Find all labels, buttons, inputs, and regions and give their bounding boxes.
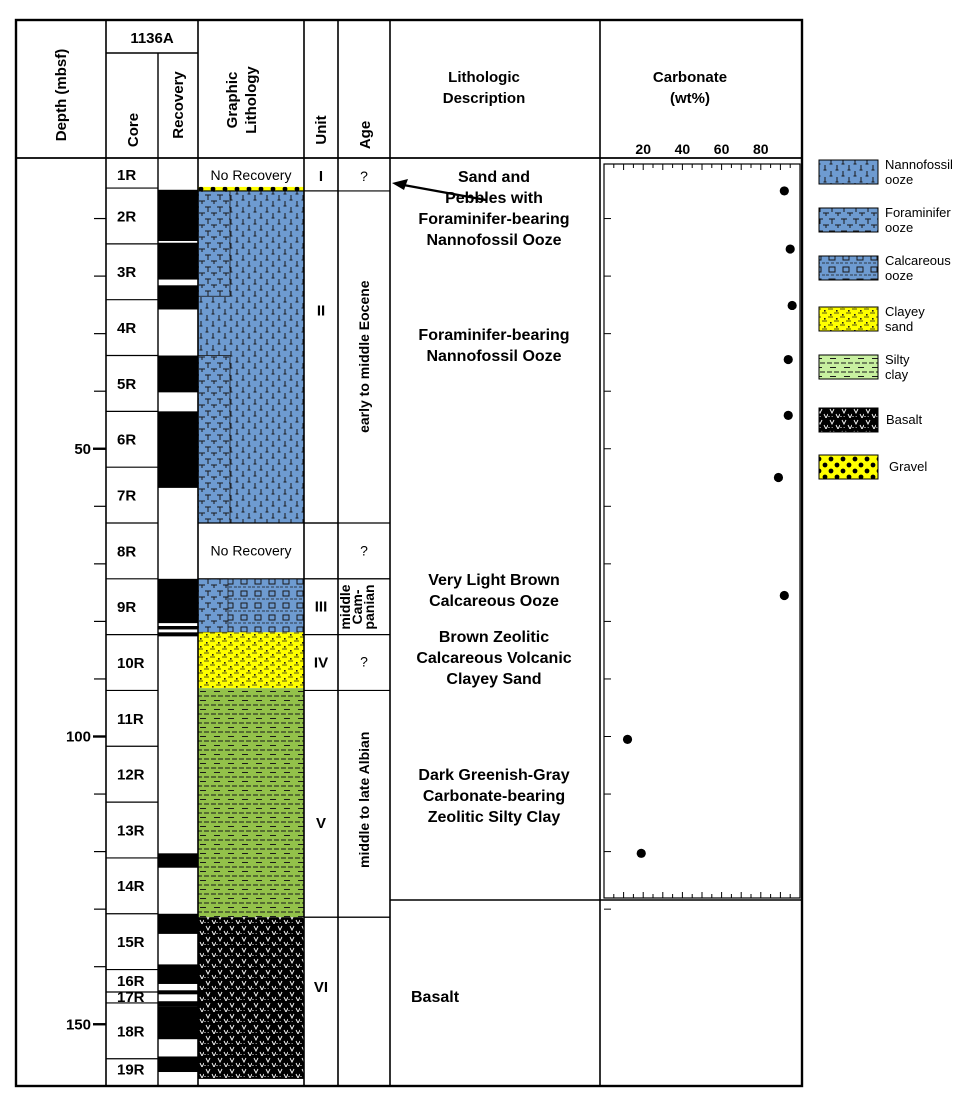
recovery-bar — [158, 285, 198, 309]
header-description: Description — [442, 90, 526, 107]
desc-unit3-line-1: Very Light Brown — [428, 572, 560, 589]
core-label-18R: 18R — [117, 1023, 145, 1041]
depth-label-150: 150 — [65, 1016, 91, 1034]
age-unit3-panian: panian — [361, 584, 377, 630]
desc-unit5-line-2: Carbonate-bearing — [422, 788, 566, 805]
lithology-silty_clay — [198, 688, 304, 917]
core-label-3R: 3R — [117, 264, 137, 282]
legend-label-foraminifer-2: ooze — [885, 220, 914, 235]
header-depth: Depth (mbsf) — [53, 48, 70, 142]
desc-unit5-line-3: Zeolitic Silty Clay — [427, 809, 561, 826]
carbonate-x-tick-label-40: 40 — [674, 141, 691, 157]
unit-label-VI: VI — [313, 978, 329, 996]
carbonate-point — [780, 186, 789, 195]
lithology-foraminifer-band — [198, 356, 230, 523]
core-label-15R: 15R — [117, 934, 145, 952]
recovery-bar — [158, 1056, 198, 1072]
lithology-gravel — [198, 187, 304, 191]
core-label-2R: 2R — [117, 208, 137, 226]
recovery-bar — [158, 356, 198, 393]
unit-label-II: II — [316, 302, 326, 320]
legend-label-gravel: Gravel — [889, 459, 928, 474]
unit-label-III: III — [314, 598, 328, 616]
legend-swatch-clayey_sand — [819, 307, 878, 331]
depth-label-100: 100 — [65, 728, 91, 746]
core-label-7R: 7R — [117, 487, 137, 505]
carbonate-point — [774, 473, 783, 482]
core-label-9R: 9R — [117, 599, 137, 617]
legend-label-nannofossil-2: ooze — [885, 172, 914, 187]
core-label-12R: 12R — [117, 766, 145, 784]
recovery-bar — [158, 626, 198, 629]
legend-swatch-gravel — [819, 455, 878, 479]
unit-label-I: I — [318, 167, 324, 185]
header-graphic: Graphic — [224, 71, 241, 129]
carbonate-point — [784, 355, 793, 364]
carbonate-plot-frame — [604, 164, 800, 898]
desc-unit4-line-1: Brown Zeolitic — [438, 629, 550, 646]
header-lithologic: Lithologic — [448, 69, 520, 86]
header-age: Age — [357, 120, 374, 150]
legend-label-foraminifer-1: Foraminifer — [885, 205, 951, 220]
core-label-6R: 6R — [117, 431, 137, 449]
no-recovery-label-gap: No Recovery — [210, 542, 292, 559]
recovery-bar — [158, 1006, 198, 1039]
unit-label-V: V — [315, 814, 327, 832]
carbonate-point — [637, 849, 646, 858]
desc-unit1-line-1: Sand and — [457, 169, 531, 186]
recovery-bar — [158, 853, 198, 867]
legend-swatch-foraminifer — [819, 208, 878, 232]
recovery-bar — [158, 990, 198, 994]
core-label-17R: 17R — [117, 989, 145, 1007]
header-core: Core — [125, 112, 142, 148]
desc-unit3-line-2: Calcareous Ooze — [429, 593, 559, 610]
age-unit3-cam: Cam- — [349, 589, 365, 625]
recovery-bar — [158, 579, 198, 623]
site-label: 1136A — [130, 30, 174, 47]
core-label-5R: 5R — [117, 375, 137, 393]
core-label-11R: 11R — [117, 710, 144, 728]
desc-unit1-line-3: Foraminifer-bearing — [418, 211, 570, 228]
age-unit5: middle to late Albian — [356, 731, 372, 869]
desc-unit1-line-2: Pebbles with — [445, 190, 543, 207]
recovery-bar — [158, 914, 198, 934]
age-unit3-middle: middle — [337, 584, 353, 630]
lithology-basalt — [198, 917, 304, 1079]
core-label-4R: 4R — [117, 320, 137, 338]
age-unit4: ? — [360, 653, 368, 670]
legend-label-silty_clay-2: clay — [885, 367, 909, 382]
depth-label-50: 50 — [74, 440, 91, 458]
unit-label-IV: IV — [313, 654, 329, 672]
recovery-bar — [158, 243, 198, 280]
header-unit: Unit — [313, 115, 330, 145]
lithology-foraminifer-band — [198, 191, 230, 296]
core-label-1R: 1R — [117, 166, 137, 184]
lithology-clayey_sand — [198, 632, 304, 688]
carbonate-x-tick-label-60: 60 — [713, 141, 730, 157]
legend-label-clayey_sand-2: sand — [885, 319, 914, 334]
legend-swatch-nannofossil — [819, 160, 878, 184]
core-label-19R: 19R — [117, 1061, 145, 1079]
core-label-13R: 13R — [117, 822, 145, 840]
no-recovery-label-top: No Recovery — [210, 166, 292, 183]
carbonate-point — [786, 244, 795, 253]
desc-unit2-line-2: Nannofossil Ooze — [426, 348, 562, 365]
core-label-14R: 14R — [117, 878, 145, 896]
carbonate-x-tick-label-20: 20 — [635, 141, 651, 157]
carbonate-point — [780, 591, 789, 600]
legend-label-clayey_sand-1: Clayey — [885, 304, 925, 319]
carbonate-point — [623, 735, 632, 744]
age-unit2: early to middle Eocene — [356, 280, 372, 433]
header-carbonate: Carbonate — [652, 69, 728, 86]
lithology-foraminifer-band — [198, 579, 228, 633]
header-recovery: Recovery — [170, 71, 187, 139]
recovery-bar — [158, 964, 198, 984]
carbonate-point — [784, 411, 793, 420]
description-arrowhead — [392, 179, 408, 190]
header-wt-percent: (wt%) — [670, 90, 710, 107]
desc-unit4-line-2: Calcareous Volcanic — [416, 650, 572, 667]
age-unit1: ? — [360, 167, 368, 184]
recovery-bar — [158, 632, 198, 636]
legend-swatch-basalt — [819, 408, 878, 432]
desc-unit2-line-1: Foraminifer-bearing — [418, 327, 570, 344]
recovery-bar — [158, 190, 198, 241]
legend-label-silty_clay-1: Silty — [885, 352, 910, 367]
legend-label-basalt: Basalt — [886, 412, 923, 427]
core-label-16R: 16R — [117, 973, 145, 991]
carbonate-x-tick-label-80: 80 — [753, 141, 769, 157]
legend-label-calcareous-1: Calcareous — [885, 253, 951, 268]
legend-swatch-calcareous — [819, 256, 878, 280]
header-lithology: Lithology — [243, 66, 260, 134]
core-label-10R: 10R — [117, 654, 145, 672]
desc-unit5-line-1: Dark Greenish-Gray — [418, 767, 570, 784]
core-label-8R: 8R — [117, 543, 137, 561]
recovery-bar — [158, 1001, 198, 1006]
legend-label-nannofossil-1: Nannofossil — [885, 157, 953, 172]
legend-label-calcareous-2: ooze — [885, 268, 914, 283]
recovery-bar — [158, 411, 198, 488]
desc-unit6-line-1: Basalt — [411, 989, 460, 1006]
carbonate-point — [788, 301, 797, 310]
legend-swatch-silty_clay — [819, 355, 878, 379]
desc-unit4-line-3: Clayey Sand — [446, 671, 542, 688]
age-gap: ? — [360, 542, 368, 559]
desc-unit1-line-4: Nannofossil Ooze — [426, 232, 562, 249]
